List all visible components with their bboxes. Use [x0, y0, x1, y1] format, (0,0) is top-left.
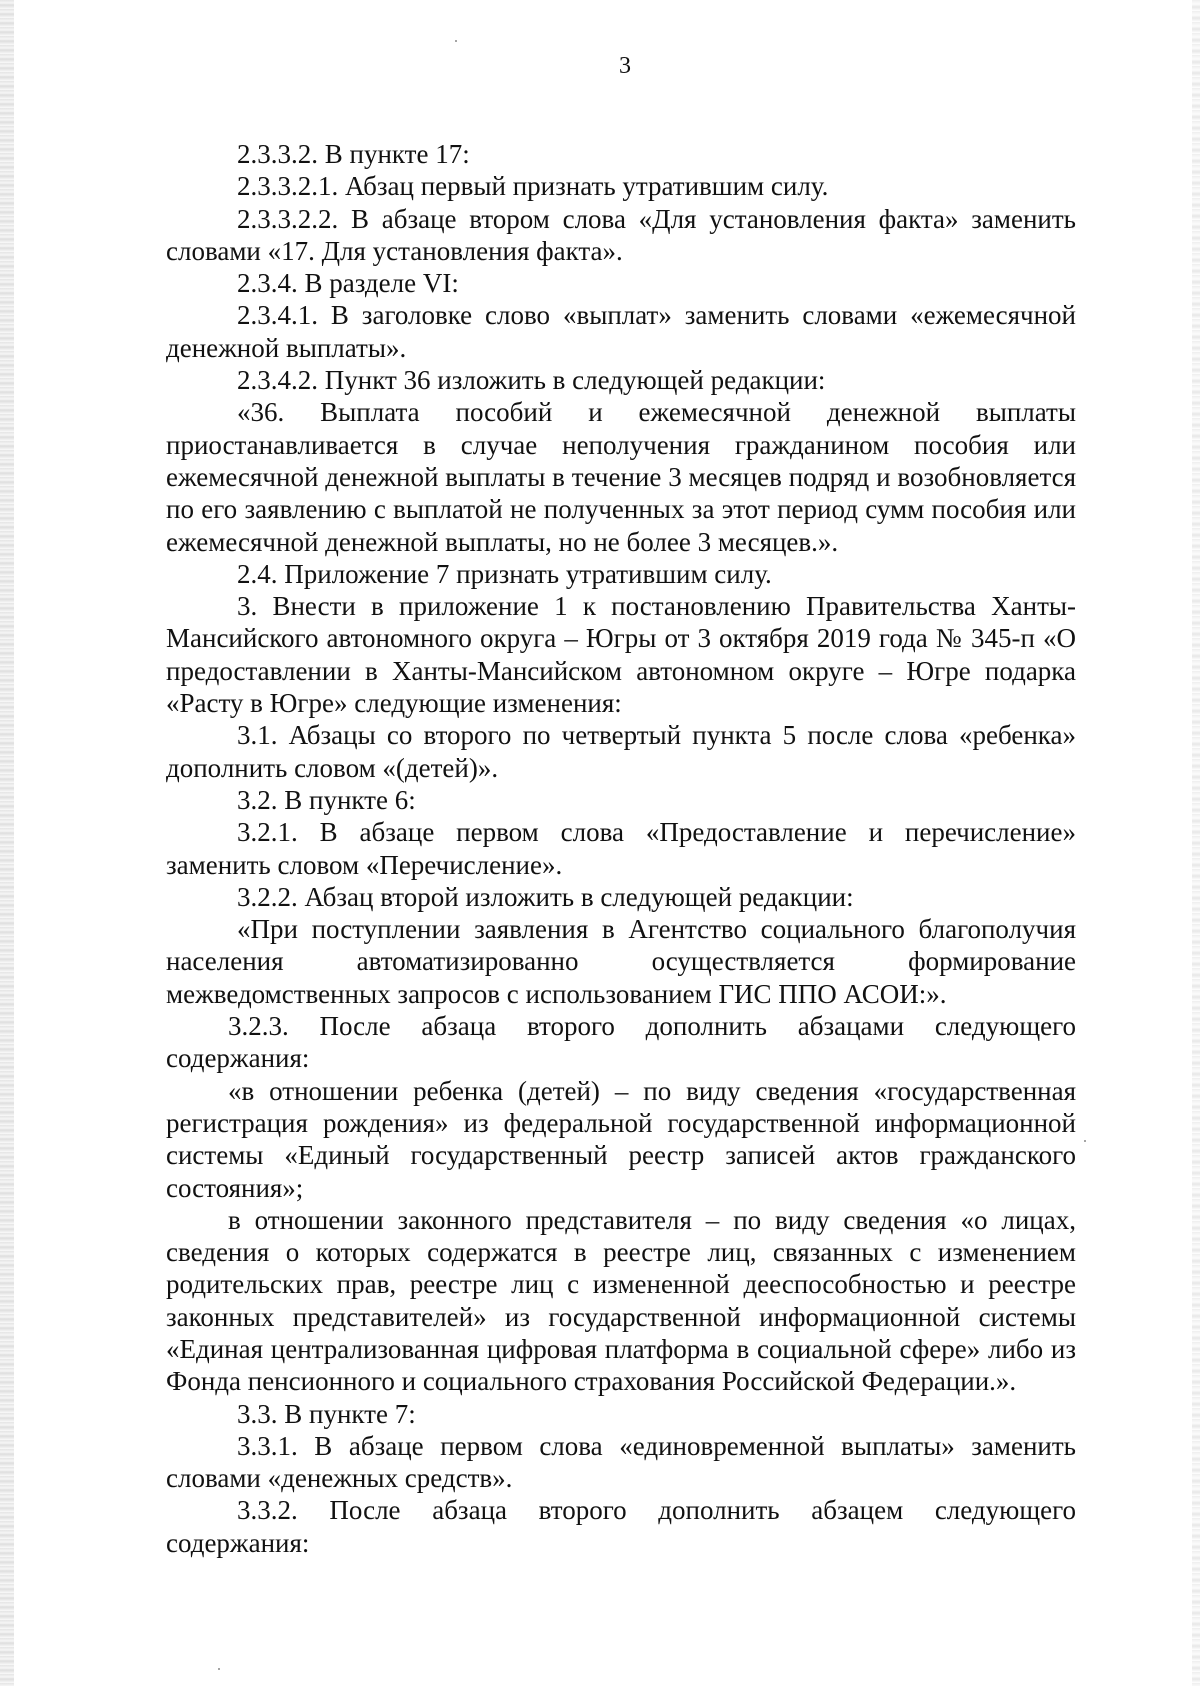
paragraph: 3. Внести в приложение 1 к постановлению Правительства Ханты-Мансийского автономного округа – Югры от 3 октября 2019 года № 345-п «О предоставлении в Ханты-Мансийском автономном округе – Югре подарка «Расту в Югре» следующие изменения: — [166, 591, 1076, 719]
document-body — [166, 138, 1076, 1559]
scan-speck — [218, 1668, 220, 1670]
page-number: 3 — [619, 53, 631, 79]
scan-speck — [455, 40, 457, 42]
paragraph: 2.3.4.1. В заголовке слово «выплат» заменить словами «ежемесячной денежной выплаты». — [166, 300, 1076, 363]
paragraph: 3.2.2. Абзац второй изложить в следующей редакции: — [237, 881, 854, 912]
quoted-paragraph: «в отношении ребенка (детей) – по виду сведения «государственная регистрация рождения» из федеральной государственной информационной системы «Единый государственный реестр записей актов гражданского состояния»; — [166, 1075, 1076, 1203]
quoted-paragraph: в отношении законного представителя – по виду сведения «о лицах, сведения о которых содержатся в реестре лиц, связанных с изменением родительских прав, реестре лиц с измененной дееспособностью и реестре законных представителей» из государственной информационной системы «Единая централизованная цифровая платформа в социальной сфере» либо из Фонда пенсионного и социального страхования Российской Федерации.». — [166, 1204, 1076, 1397]
paragraph: 3.2.3. После абзаца второго дополнить абзацами следующего содержания: — [166, 1011, 1076, 1074]
scan-speck — [1084, 1140, 1086, 1142]
paragraph: 3.3.2. После абзаца второго дополнить абзацем следующего содержания: — [166, 1495, 1076, 1558]
paragraph: 2.3.3.2.2. В абзаце втором слова «Для установления факта» заменить словами «17. Для установления факта». — [166, 203, 1076, 266]
paragraph: 2.3.3.2. В пункте 17: — [237, 139, 470, 169]
paragraph: 2.3.4.2. Пункт 36 изложить в следующей редакции: — [237, 365, 826, 396]
scan-edge-left — [0, 0, 14, 1686]
paragraph: 3.1. Абзацы со второго по четвертый пункта 5 после слова «ребенка» дополнить словом «(детей)». — [166, 720, 1076, 783]
paragraph: 2.3.3.2.1. Абзац первый признать утратившим силу. — [237, 171, 829, 202]
paragraph: 2.3.4. В разделе VI: — [237, 268, 459, 299]
paragraph: 3.3. В пункте 7: — [237, 1398, 416, 1429]
paragraph: 3.3.1. В абзаце первом слова «единовременной выплаты» заменить словами «денежных средств». — [166, 1430, 1076, 1494]
paragraph: 2.4. Приложение 7 признать утратившим силу. — [237, 558, 772, 589]
quoted-paragraph: «36. Выплата пособий и ежемесячной денежной выплаты приостанавливается в случае неполучения гражданином пособия или ежемесячной денежной выплаты в течение 3 месяцев подряд и возобновляется по его заявлению с выплатой не полученных за этот период сумм пособия или ежемесячной денежной выплаты, но не более 3 месяцев.». — [166, 397, 1076, 557]
quoted-paragraph: «При поступлении заявления в Агентство социального благополучия населения автоматизированно осуществляется формирование межведомственных запросов с использованием ГИС ППО АСОИ:». — [166, 914, 1076, 1009]
paragraph: 3.2.1. В абзаце первом слова «Предоставление и перечисление» заменить словом «Перечисление». — [166, 817, 1076, 880]
paragraph: 3.2. В пункте 6: — [237, 784, 416, 815]
scan-edge-right — [1192, 0, 1200, 1686]
